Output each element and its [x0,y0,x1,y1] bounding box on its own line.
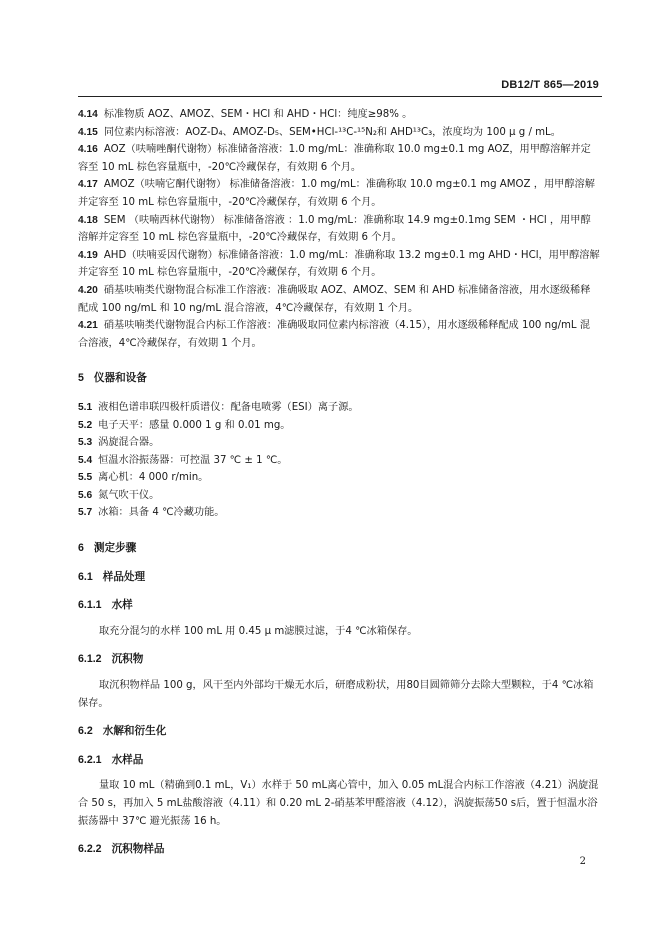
section-number: 5 [78,372,84,385]
paragraph-6-2-1: 量取 10 mL（精确到0.1 mL，V₁）水样于 50 mL离心管中，加入 0.05 mL混合内标工作溶液（4.21）涡旋混合 50 s，再加入 5 mL盐酸溶液（4.11）和 0.20 mL 2-硝基苯甲醛溶液（4.12），涡旋振荡50 s后，置于恒温水浴振荡器中 37℃ 避光振荡 16 h。 [78,780,599,827]
clause-text: 氮气吹干仪。 [98,489,160,501]
section-number: 6.2.1 [78,753,102,766]
clause-number: 4.14 [78,109,98,120]
clause-number: 4.21 [78,320,98,332]
clause-number: 5.3 [78,437,93,449]
section-6-1-1-heading [78,597,600,615]
clause-number: 4.16 [78,144,98,156]
section-number: 6.2.2 [78,843,102,856]
section-5-heading [78,370,600,388]
clause-5-2 [78,417,600,435]
section-title: 测定步骤 [93,542,137,555]
clause-4-16 [78,141,600,176]
section-6-2-heading [78,723,600,741]
clause-text: 同位素内标溶液：AOZ-D₄、AMOZ-D₅、SEM•HCl-¹³C-¹⁵N₂和 AHD¹³C₃，浓度均为 100 μ g / mL。 [103,126,561,138]
clause-5-3 [78,434,600,452]
clause-text: 液相色谱串联四极杆质谱仪：配备电喷雾（ESI）离子源。 [98,401,359,413]
clause-text: 硝基呋喃类代谢物混合标准工作溶液：准确吸取 AOZ、AMOZ、SEM 和 AHD 标准储备溶液，用水逐级稀释配成 100 ng/mL 和 10 ng/mL 混合溶液，4℃冷藏保存，有效期 1 个月。 [78,284,591,314]
page-number: 2 [579,856,586,867]
clause-4-14 [78,106,600,124]
clause-number: 4.17 [78,179,98,191]
clause-text: AMOZ（呋喃它酮代谢物） 标准储备溶液：1.0 mg/mL：准确称取 10.0 mg±0.1 mg AMOZ ，用甲醇溶解并定容至 10 mL 棕色容量瓶中，-20℃冷藏保存，有效期 6 个月。 [78,179,595,208]
clause-number: 4.20 [78,284,98,296]
paragraph-6-1-1: 取充分混匀的水样 100 mL 用 0.45 μ m滤膜过滤，于4 ℃冰箱保存。 [99,625,418,637]
section-number: 6.1.2 [78,653,102,666]
section-title: 水解和衍生化 [102,725,167,738]
clause-text: SEM （呋喃西林代谢物） 标准储备溶液 ：1.0 mg/mL：准确称取 14.9 mg±0.1mg SEM ・HCl ，用甲醇溶解并定容至 10 mL 棕色容量瓶中，-20℃冷藏保存，有效期 6 个月。 [78,214,591,244]
document-code: DB12/T 865—2019 [501,79,599,91]
section-6-1-heading [78,569,600,587]
clause-5-1 [78,399,600,417]
clause-text: 冰箱：具备 4 ℃冷藏功能。 [98,507,225,519]
clause-text: 恒温水浴振荡器：可控温 37 ℃ ± 1 ℃。 [98,454,288,466]
clause-number: 4.18 [78,214,98,226]
clause-text: 涡旋混合器。 [98,437,160,449]
paragraph-6-1-2: 取沉积物样品 100 g，风干至内外部均干燥无水后，研磨成粉状，用80目圆筛筛分去除大型颗粒，于4 ℃冰箱保存。 [78,680,594,709]
section-number: 6.1 [78,570,93,583]
clause-number: 5.2 [78,419,93,431]
clause-4-18 [78,212,600,247]
clause-number: 5.4 [78,454,93,466]
section-6-2-2-heading [78,841,600,859]
clause-5-4 [78,452,600,470]
clause-4-21 [78,317,600,352]
clause-4-15 [78,124,600,142]
clause-4-19 [78,247,600,282]
clause-number: 5.5 [78,472,93,484]
clause-text: 标准物质 AOZ、AMOZ、SEM・HCl 和 AHD・HCl：纯度≥98% 。 [103,109,413,120]
section-title: 水样品 [111,753,144,766]
clause-text: 电子天平：感量 0.000 1 g 和 0.01 mg。 [98,419,291,431]
section-title: 沉积物样品 [111,843,165,856]
document-body [78,106,600,859]
section-number: 6 [78,542,84,555]
clause-4-17 [78,176,600,211]
section-6-1-2-heading [78,651,600,669]
section-number: 6.2 [78,725,93,738]
clause-number: 5.1 [78,401,93,413]
section-title: 沉积物 [111,653,144,666]
clause-5-7 [78,504,600,522]
clause-text: 硝基呋喃类代谢物混合内标工作溶液：准确吸取同位素内标溶液（4.15），用水逐级稀释配成 100 ng/mL 混合溶液，4℃冷藏保存，有效期 1 个月。 [78,320,591,349]
clause-number: 4.15 [78,126,98,138]
clause-number: 5.7 [78,507,93,519]
clause-number: 5.6 [78,489,93,501]
clause-5-5 [78,469,600,487]
header-divider [78,96,602,97]
clause-text: AHD（呋喃妥因代谢物）标准储备溶液：1.0 mg/mL：准确称取 13.2 mg±0.1 mg AHD・HCl，用甲醇溶解并定容至 10 mL 棕色容量瓶中，-20℃冷藏保存，有效期 6 个月。 [78,249,600,279]
clause-text: AOZ（呋喃唑酮代谢物）标准储备溶液：1.0 mg/mL：准确称取 10.0 mg±0.1 mg AOZ，用甲醇溶解并定容至 10 mL 棕色容量瓶中，-20℃冷藏保存，有效期 6 个月。 [78,144,591,173]
section-number: 6.1.1 [78,599,102,612]
section-title: 水样 [111,599,133,612]
clause-5-6 [78,487,600,505]
clause-number: 4.19 [78,249,98,261]
clause-4-20 [78,282,600,317]
clause-text: 离心机：4 000 r/min。 [98,472,209,484]
section-6-2-1-heading [78,752,600,770]
section-6-heading [78,540,600,558]
section-title: 仪器和设备 [93,372,147,385]
section-title: 样品处理 [102,570,146,583]
